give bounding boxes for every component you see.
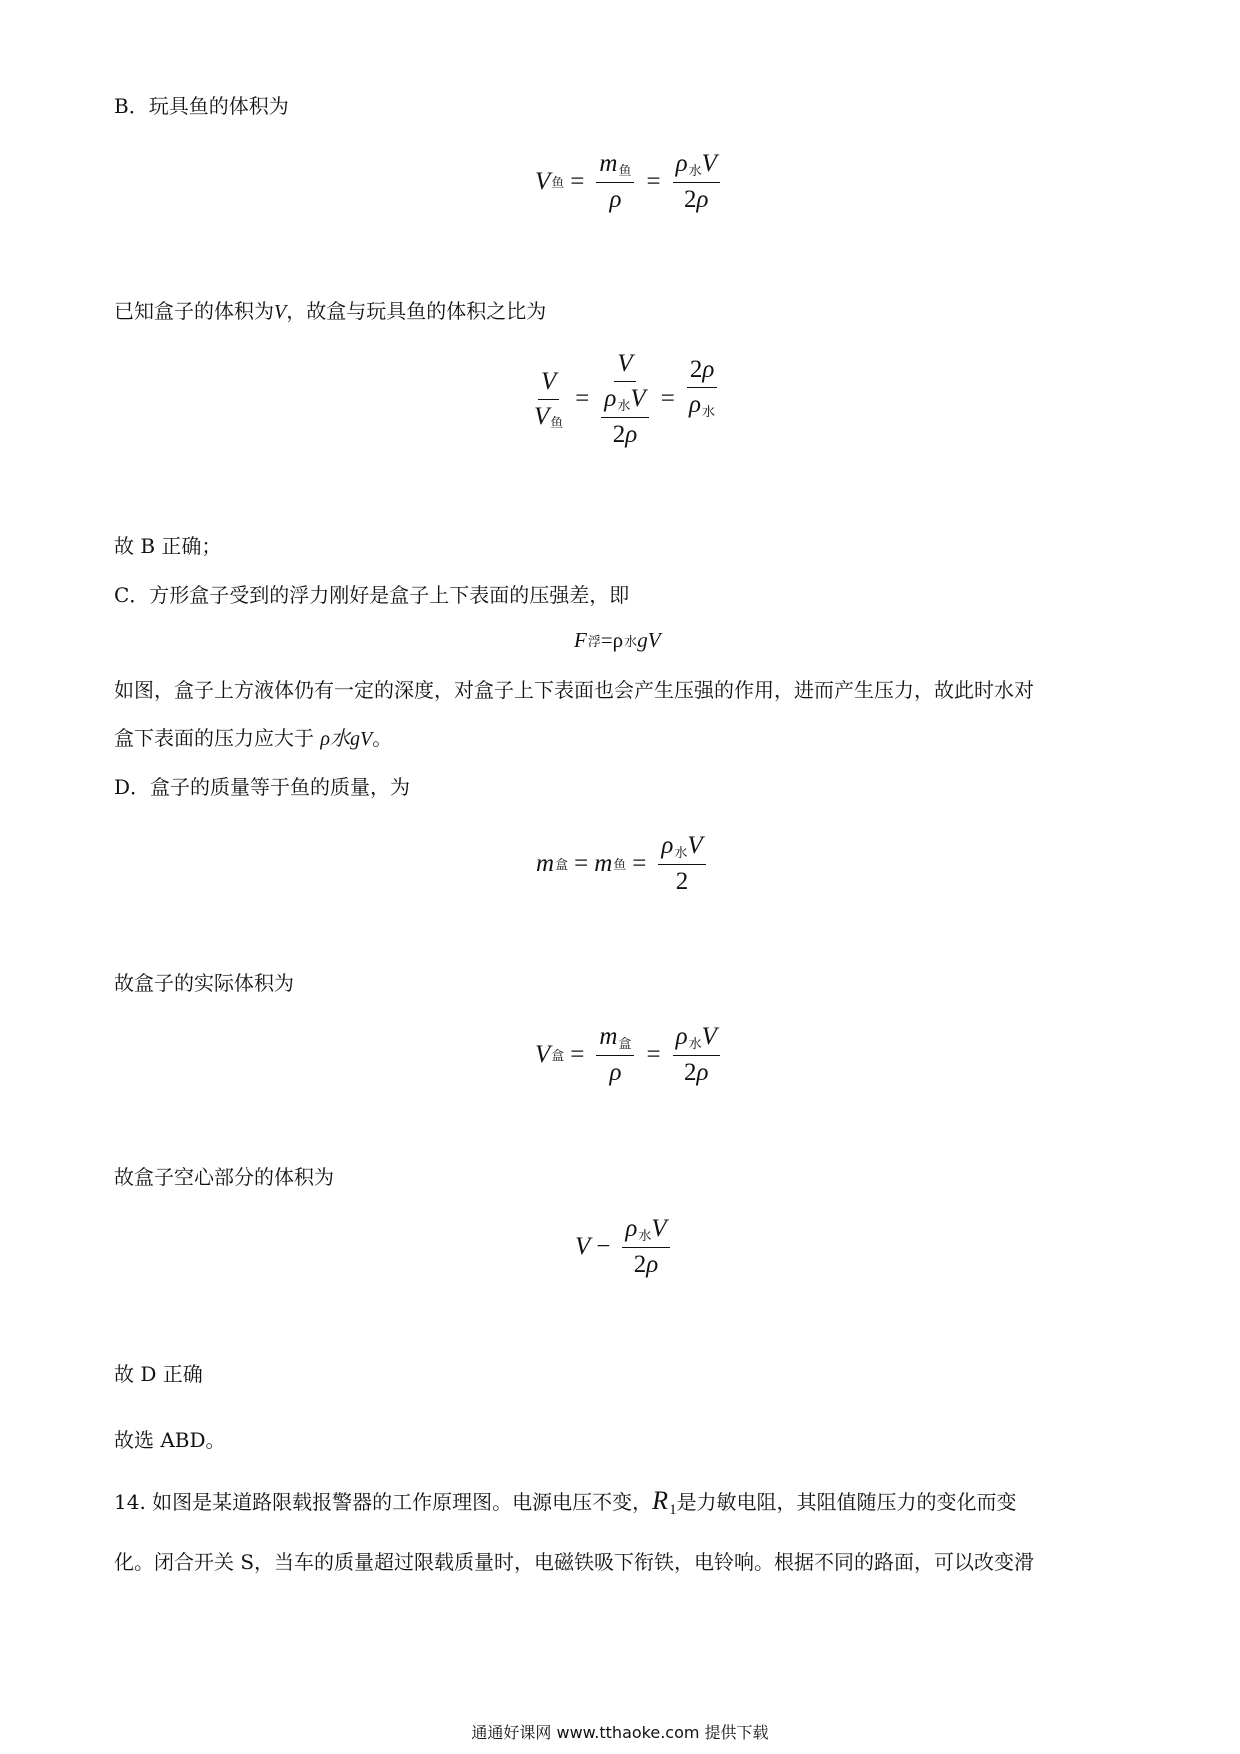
equation-box-volume: V 盒 = $\frac{m_盒}{\rho}$ = $\frac{\rho_水V}{2\rho}$ bbox=[535, 1023, 726, 1087]
option-c-title: C．方形盒子受到的浮力刚好是盒子上下表面的压强差，即 bbox=[114, 583, 630, 607]
option-d-hollow-volume-text: 故盒子空心部分的体积为 bbox=[114, 1165, 334, 1189]
option-d-actual-volume-text: 故盒子的实际体积为 bbox=[114, 971, 294, 995]
equation-box-mass: m 盒 = m 鱼 = $\frac{\rho_水V}{2}$ bbox=[536, 832, 712, 896]
known-box-volume-text: 已知盒子的体积为V，故盒与玩具鱼的体积之比为 bbox=[114, 299, 547, 323]
equation-fish-volume: V 鱼 = $\frac{m_鱼}{\rho}$ = $\frac{\rho_水V}{2\rho}$ bbox=[535, 150, 726, 214]
option-d-title: D．盒子的质量等于鱼的质量，为 bbox=[114, 775, 411, 799]
question-14-line-1: 14. 如图是某道路限载报警器的工作原理图。电源电压不变，$R_1$是力敏电阻，其阻值随压力的变化而变 bbox=[114, 1486, 1017, 1518]
option-d-conclusion: 故 D 正确 bbox=[114, 1362, 203, 1386]
equation-volume-ratio: $\frac{V}{V_鱼}$ = $\frac{V}{\frac{\rho_水V}{2\rho}}$ = $\frac{2\rho}{\rho_水}$ bbox=[528, 350, 723, 449]
option-c-explanation-2: 盒下表面的压力应大于 ρ水gV。 bbox=[114, 726, 393, 750]
final-answer: 故选 ABD。 bbox=[114, 1428, 226, 1452]
option-b-title: B．玩具鱼的体积为 bbox=[114, 94, 289, 118]
page-footer: 通通好课网 www.tthaoke.com 提供下载 bbox=[471, 1723, 769, 1742]
equation-buoyancy: F 浮 =ρ 水 gV bbox=[574, 628, 661, 652]
question-14-line-2: 化。闭合开关 S，当车的质量超过限载质量时，电磁铁吸下衔铁，电铃响。根据不同的路面，可以改变滑 bbox=[114, 1550, 1035, 1574]
equation-hollow-volume: V − $\frac{\rho_水V}{2\rho}$ bbox=[575, 1215, 676, 1279]
option-b-conclusion: 故 B 正确； bbox=[114, 534, 222, 558]
option-c-explanation-1: 如图，盒子上方液体仍有一定的深度，对盒子上下表面也会产生压强的作用，进而产生压力，故此时水对 bbox=[114, 678, 1034, 702]
